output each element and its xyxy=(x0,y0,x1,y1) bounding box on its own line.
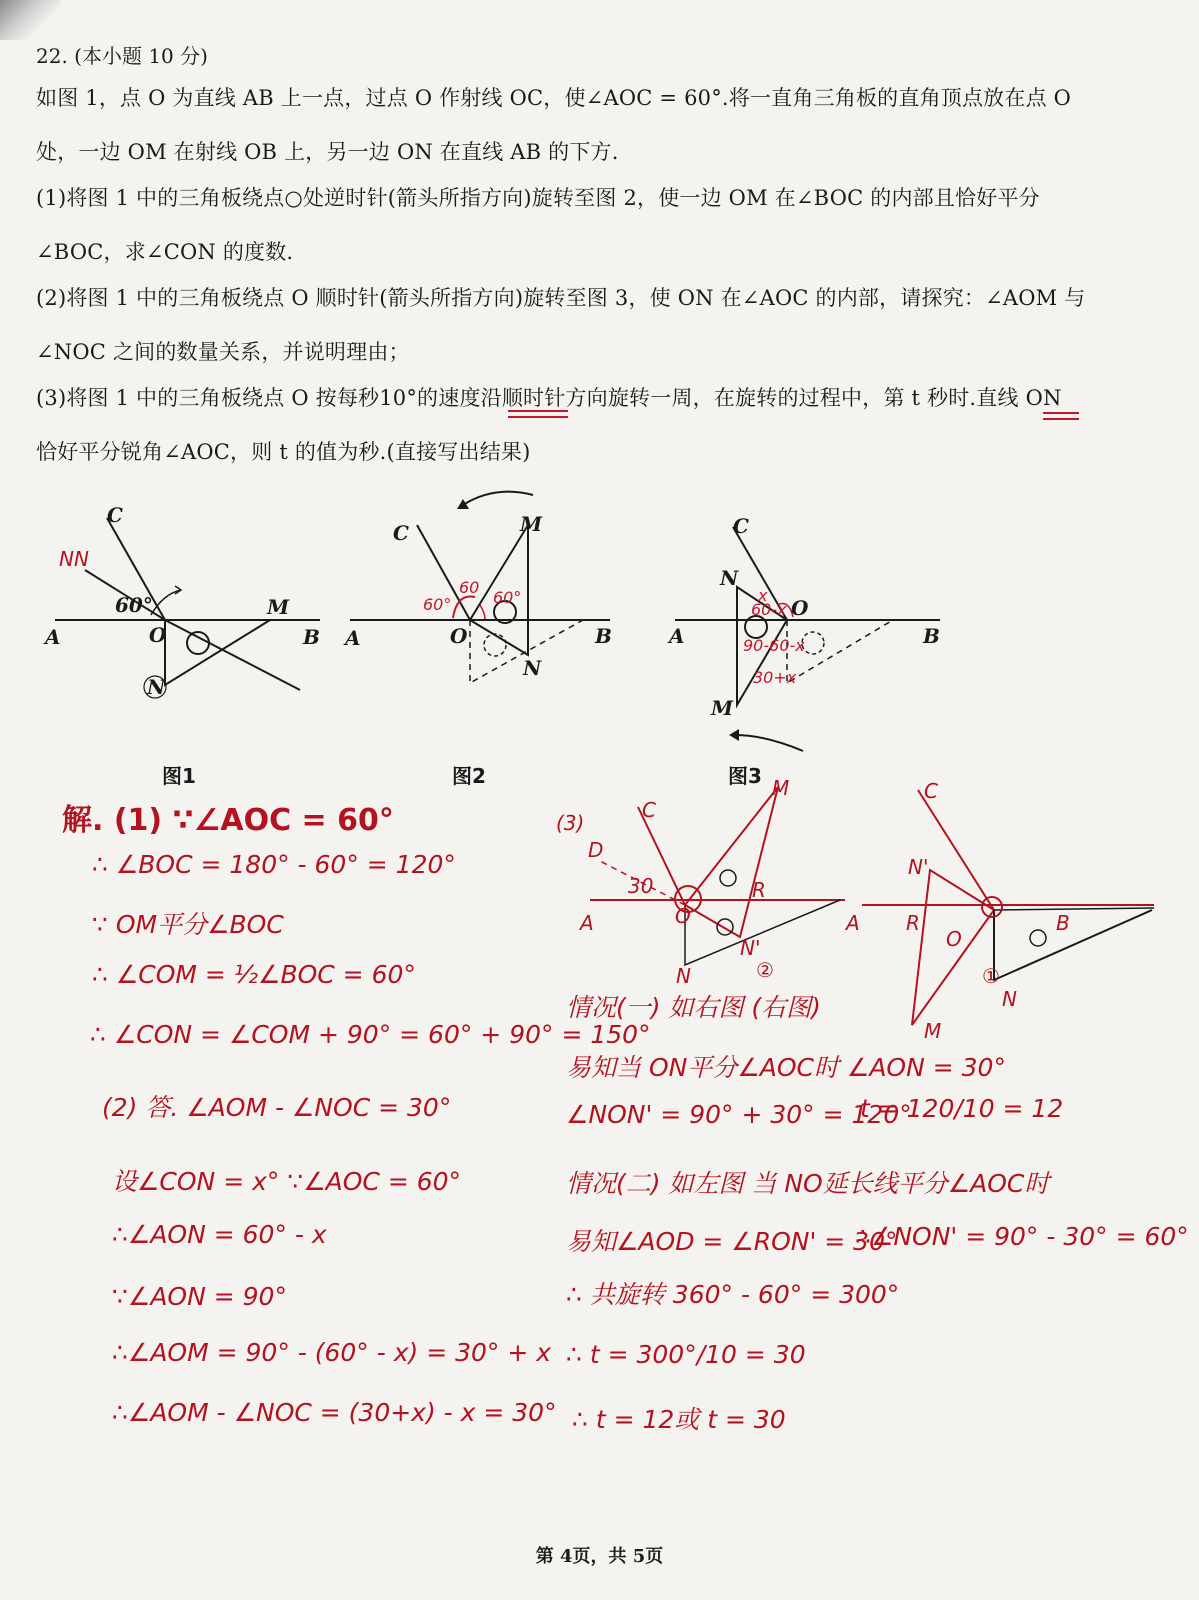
sketch2-label-r: R xyxy=(906,911,920,935)
problem-line-8: 恰好平分锐角∠AOC，则 t 的值为秒.(直接写出结果) xyxy=(36,440,531,464)
red-underline-clockwise-2 xyxy=(508,416,568,418)
sketch2-label-o: O xyxy=(946,927,962,951)
problem-line-4: ∠BOC，求∠CON 的度数. xyxy=(36,240,294,264)
fig2-label-c: C xyxy=(393,521,409,545)
fig1-label-n: N xyxy=(147,675,166,699)
sketch1-label-m: M xyxy=(772,776,790,800)
sketch1-angle-30: 30 xyxy=(628,874,654,898)
fig3-label-n: N xyxy=(720,566,739,590)
solution-right-line-5: 情况(二) 如左图 当 NO延长线平分∠AOC时 xyxy=(566,1169,1050,1198)
scan-corner-shadow xyxy=(0,0,60,40)
sketch1-label-a: A xyxy=(580,911,594,935)
fig2-label-a: A xyxy=(345,626,361,650)
sketch1-label-n: N xyxy=(676,964,691,988)
solution-line-11: ∴∠AOM - ∠NOC = (30+x) - x = 30° xyxy=(112,1398,557,1427)
problem-line-2: 处，一边 OM 在射线 OB 上，另一边 ON 在直线 AB 的下方. xyxy=(36,140,619,164)
solution-line-1: 解. (1) ∵∠AOC = 60° xyxy=(62,803,394,838)
solution-line-6: (2) 答. ∠AOM - ∠NOC = 30° xyxy=(102,1093,452,1122)
fig3-ann-60-x: 60-x xyxy=(751,600,787,619)
solution-line-9: ∵∠AON = 90° xyxy=(112,1282,287,1311)
sketch2-label-n-prime: N' xyxy=(908,855,929,879)
problem-line-5: (2)将图 1 中的三角板绕点 O 顺时针(箭头所指方向)旋转至图 3，使 ON 在∠AOC 的内部，请探究：∠AOM 与 xyxy=(36,286,1086,310)
figure-3-caption: 图3 xyxy=(728,764,762,788)
sketch1-label-c: C xyxy=(642,798,656,822)
fig1-label-o: O xyxy=(149,623,167,647)
fig1-label-m: M xyxy=(267,595,290,619)
solution-right-line-7: ∴∠NON' = 90° - 30° = 60° xyxy=(855,1222,1189,1251)
problem-line-1: 如图 1，点 O 为直线 AB 上一点，过点 O 作射线 OC，使∠AOC = 60°.将一直角三角板的直角顶点放在点 O xyxy=(36,86,1072,110)
sketch1-part-label: (3) xyxy=(556,811,585,835)
fig3-label-a: A xyxy=(669,624,685,648)
sketch2-label-a: A xyxy=(846,911,860,935)
fig1-label-a: A xyxy=(45,625,61,649)
sketch2-label-c: C xyxy=(924,779,938,803)
fig3-ann-90: 90-60-x xyxy=(743,636,805,655)
problem-line-6: ∠NOC 之间的数量关系，并说明理由； xyxy=(36,340,410,364)
fig3-label-b: B xyxy=(923,624,940,648)
fig1-angle-60: 60° xyxy=(115,593,153,617)
solution-right-line-1: 情况(一) 如右图 (右图) xyxy=(566,993,821,1022)
fig2-angle-1: 60° xyxy=(423,595,452,614)
sketch1-circled-two: ② xyxy=(756,958,774,982)
solution-sketch-2 xyxy=(842,770,1162,1043)
red-underline-clockwise xyxy=(508,410,568,412)
sketch2-label-m: M xyxy=(924,1019,942,1043)
red-underline-on-2 xyxy=(1043,418,1079,420)
figure-1-caption: 图1 xyxy=(162,764,196,788)
fig3-label-m: M xyxy=(711,696,734,720)
fig2-label-b: B xyxy=(595,624,612,648)
solution-right-line-10: ∴ t = 12或 t = 30 xyxy=(572,1405,786,1434)
fig3-label-o: O xyxy=(791,596,809,620)
page-footer: 第 4页，共 5页 xyxy=(535,1546,664,1567)
figure-1 xyxy=(45,500,345,730)
fig2-label-m: M xyxy=(520,512,543,536)
problem-line-7: (3)将图 1 中的三角板绕点 O 按每秒10°的速度沿顺时针方向旋转一周，在旋转的过程中，第 t 秒时.直线 ON xyxy=(36,386,1062,410)
fig2-label-n: N xyxy=(523,656,542,680)
sketch1-label-n-prime: N' xyxy=(740,936,761,960)
figure-3 xyxy=(665,505,955,755)
solution-sketch-1 xyxy=(550,775,850,988)
sketch1-label-r: R xyxy=(752,878,766,902)
solution-right-line-8: ∴ 共旋转 360° - 60° = 300° xyxy=(566,1280,900,1309)
solution-right-line-6: 易知∠AOD = ∠RON' = 30° xyxy=(566,1227,898,1256)
sketch1-label-o: O xyxy=(675,904,691,928)
fig3-label-c: C xyxy=(733,514,749,538)
fig2-label-o: O xyxy=(450,624,468,648)
sketch2-label-n: N xyxy=(1002,987,1017,1011)
figure-2 xyxy=(345,485,625,685)
solution-line-3: ∵ OM平分∠BOC xyxy=(92,910,284,939)
problem-line-3: (1)将图 1 中的三角板绕点○处逆时针(箭头所指方向)旋转至图 2，使一边 OM 在∠BOC 的内部且恰好平分 xyxy=(36,186,1040,210)
fig2-angle-2: 60 xyxy=(459,578,480,597)
solution-line-8: ∴∠AON = 60° - x xyxy=(112,1220,327,1249)
solution-line-10: ∴∠AOM = 90° - (60° - x) = 30° + x xyxy=(112,1338,552,1367)
figure-2-caption: 图2 xyxy=(452,764,486,788)
solution-right-line-3: ∠NON' = 90° + 30° = 120° xyxy=(566,1100,912,1129)
solution-right-line-2: 易知当 ON平分∠AOC时 ∠AON = 30° xyxy=(566,1053,1006,1082)
fig1-label-c: C xyxy=(107,503,123,527)
fig1-handwritten-nn: NN xyxy=(59,547,89,571)
solution-line-7: 设∠CON = x° ∵∠AOC = 60° xyxy=(112,1167,462,1196)
fig2-angle-3: 60° xyxy=(493,588,522,607)
fig1-label-b: B xyxy=(303,625,320,649)
problem-header: 22. (本小题 10 分) xyxy=(36,44,208,68)
sketch2-label-b: B xyxy=(1056,911,1070,935)
solution-line-4: ∴ ∠COM = ½∠BOC = 60° xyxy=(92,960,416,989)
sketch2-circled-one: ① xyxy=(982,964,1000,988)
fig3-ann-30x: 30+x xyxy=(753,668,797,687)
solution-line-5: ∴ ∠CON = ∠COM + 90° = 60° + 90° = 150° xyxy=(90,1020,651,1049)
sketch1-label-d: D xyxy=(588,838,604,862)
solution-right-line-9: ∴ t = 300°/10 = 30 xyxy=(566,1340,806,1369)
solution-line-2: ∴ ∠BOC = 180° - 60° = 120° xyxy=(92,850,456,879)
red-underline-on xyxy=(1043,412,1079,414)
fig3-ann-x: x xyxy=(758,586,768,605)
solution-right-line-4: t = 120/10 = 12 xyxy=(860,1094,1064,1123)
